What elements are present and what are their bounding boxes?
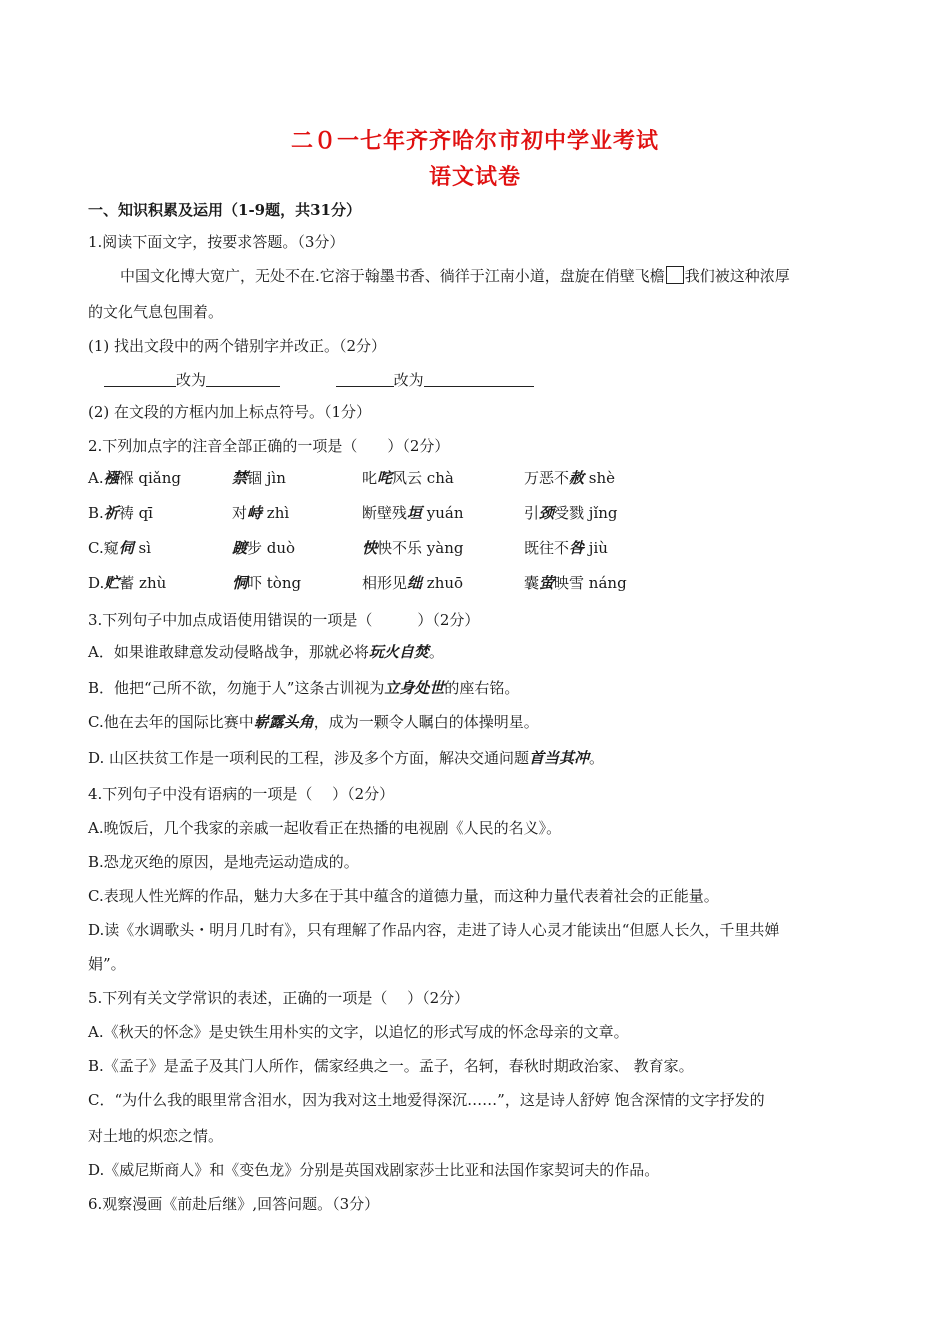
pinyin-option: 怏怏不乐 yàng bbox=[362, 539, 464, 557]
exam-subtitle: 语文试卷 bbox=[428, 164, 521, 190]
question-5-option-a: A.《秋天的怀念》是史铁生用朴实的文字，以追忆的形式写成的怀念母亲的文章。 bbox=[88, 1023, 629, 1041]
question-3-option-d: D. 山区扶贫工作是一项利民的工程，涉及多个方面，解决交通问题首当其冲。 bbox=[88, 749, 605, 767]
question-1-sub1: (1) 找出文段中的两个错别字并改正。（2分） bbox=[88, 337, 387, 355]
question-3-stem: 3.下列句子中加点成语使用错误的一项是（ ）（2分） bbox=[88, 611, 480, 629]
change-to-label-2: 改为 bbox=[393, 371, 424, 389]
question-3-option-c: C.他在去年的国际比赛中崭露头角，成为一颗令人瞩白的体操明星。 bbox=[88, 713, 539, 731]
pinyin-option: 引颈受戮 jǐng bbox=[524, 504, 618, 522]
pinyin-option: 断壁残垣 yuán bbox=[362, 504, 464, 522]
emphasized-idiom: 崭露头角 bbox=[253, 713, 314, 731]
emphasized-idiom: 玩火自焚 bbox=[368, 643, 429, 661]
question-4-option-a: A.晚饭后，几个我家的亲戚一起收看正在热播的电视剧《人民的名义》。 bbox=[88, 819, 562, 837]
dotted-character: 禁 bbox=[232, 469, 248, 487]
dotted-character: 怏 bbox=[362, 539, 378, 557]
question-1-stem: 1.阅读下面文字，按要求答题。（3分） bbox=[88, 233, 345, 251]
emphasized-idiom: 立身处世 bbox=[384, 679, 445, 697]
question-5-option-c: C．“为什么我的眼里常含泪水，因为我对这土地爱得深沉……”，这是诗人舒婷 饱含深情的文字抒发的 bbox=[88, 1091, 765, 1109]
question-5-option-d: D.《威尼斯商人》和《变色龙》分别是英国戏剧家莎士比亚和法国作家契诃夫的作品。 bbox=[88, 1161, 660, 1179]
question-4-option-d-cont: 娟”。 bbox=[88, 955, 126, 973]
question-6-stem: 6.观察漫画《前赴后继》,回答问题。（3分） bbox=[88, 1195, 380, 1213]
emphasized-idiom: 首当其冲 bbox=[529, 749, 590, 767]
dotted-character: 绌 bbox=[407, 574, 423, 592]
answer-blank-4[interactable] bbox=[424, 372, 534, 387]
dotted-character: 垣 bbox=[407, 504, 423, 522]
dotted-character: 恫 bbox=[232, 574, 248, 592]
pinyin-option: B.祈祷 qī bbox=[88, 504, 153, 522]
question-1-passage-end: 的文化气息包围着。 bbox=[88, 303, 224, 321]
pinyin-option: 对峙 zhì bbox=[232, 504, 290, 522]
pinyin-option: 叱咤风云 chà bbox=[362, 469, 454, 487]
dotted-character: 峙 bbox=[247, 504, 263, 522]
pinyin-option: 万恶不赦 shè bbox=[524, 469, 616, 487]
question-5-stem: 5.下列有关文学常识的表述，正确的一项是（ ）（2分） bbox=[88, 989, 470, 1007]
answer-line-row bbox=[104, 370, 534, 390]
pinyin-option: 踱步 duò bbox=[232, 539, 296, 557]
dotted-character: 踱 bbox=[232, 539, 248, 557]
question-2-stem: 2.下列加点字的注音全部正确的一项是（ ）（2分） bbox=[88, 437, 450, 455]
pinyin-option: D.贮蓄 zhù bbox=[88, 574, 167, 592]
change-to-label: 改为 bbox=[176, 371, 207, 389]
dotted-character: 咎 bbox=[569, 539, 585, 557]
passage-text-1: 中国文化博大宽广，无处不在.它溶于翰墨书香、徜徉于江南小道，盘旋在俏壁飞檐 bbox=[120, 267, 665, 285]
pinyin-option: 相形见绌 zhuō bbox=[362, 574, 464, 592]
question-5-option-c-cont: 对土地的炽恋之情。 bbox=[88, 1127, 224, 1145]
dotted-character: 颈 bbox=[539, 504, 555, 522]
dotted-character: 咤 bbox=[377, 469, 393, 487]
question-3-option-b: B．他把“己所不欲，勿施于人”这条古训视为立身处世的座右铭。 bbox=[88, 679, 520, 697]
question-4-option-d: D.读《水调歌头・明月几时有》，只有理解了作品内容，走进了诗人心灵才能读出“但愿人长久，千里共婵 bbox=[88, 921, 780, 939]
question-4-stem: 4.下列句子中没有语病的一项是（ ）（2分） bbox=[88, 785, 395, 803]
question-1-sub2: (2) 在文段的方框内加上标点符号。（1分） bbox=[88, 403, 372, 421]
dotted-character: 贮 bbox=[104, 574, 120, 592]
answer-blank-3[interactable] bbox=[336, 372, 394, 387]
section-heading: 一、知识积累及运用（1-9题，共31分） bbox=[88, 201, 361, 219]
pinyin-option: A.襁褓 qiǎng bbox=[88, 469, 181, 487]
punctuation-box[interactable] bbox=[666, 266, 684, 284]
pinyin-option: C.窥伺 sì bbox=[88, 539, 151, 557]
dotted-character: 伺 bbox=[118, 539, 134, 557]
exam-title: 二０一七年齐齐哈尔市初中学业考试 bbox=[290, 128, 659, 154]
pinyin-option: 禁锢 jìn bbox=[232, 469, 286, 487]
question-5-option-b: B.《孟子》是孟子及其门人所作，儒家经典之一。孟子，名轲，春秋时期政治家、 教育家。 bbox=[88, 1057, 694, 1075]
passage-text-2: 我们被这种浓厚 bbox=[684, 267, 790, 285]
pinyin-option: 既往不咎 jiù bbox=[524, 539, 608, 557]
question-4-option-c: C.表现人性光辉的作品，魅力大多在于其中蕴含的道德力量，而这种力量代表着社会的正能量。 bbox=[88, 887, 719, 905]
question-1-passage bbox=[120, 266, 790, 286]
dotted-character: 祈 bbox=[103, 504, 119, 522]
dotted-character: 萤 bbox=[539, 574, 555, 592]
answer-blank-1[interactable] bbox=[104, 372, 176, 387]
question-3-option-a: A．如果谁敢肆意发动侵略战争，那就必将玩火自焚。 bbox=[88, 643, 444, 661]
dotted-character: 襁 bbox=[103, 469, 119, 487]
question-4-option-b: B.恐龙灭绝的原因，是地壳运动造成的。 bbox=[88, 853, 359, 871]
pinyin-option: 囊萤映雪 náng bbox=[524, 574, 627, 592]
pinyin-option: 恫吓 tòng bbox=[232, 574, 302, 592]
dotted-character: 赦 bbox=[569, 469, 585, 487]
answer-blank-2[interactable] bbox=[206, 372, 280, 387]
